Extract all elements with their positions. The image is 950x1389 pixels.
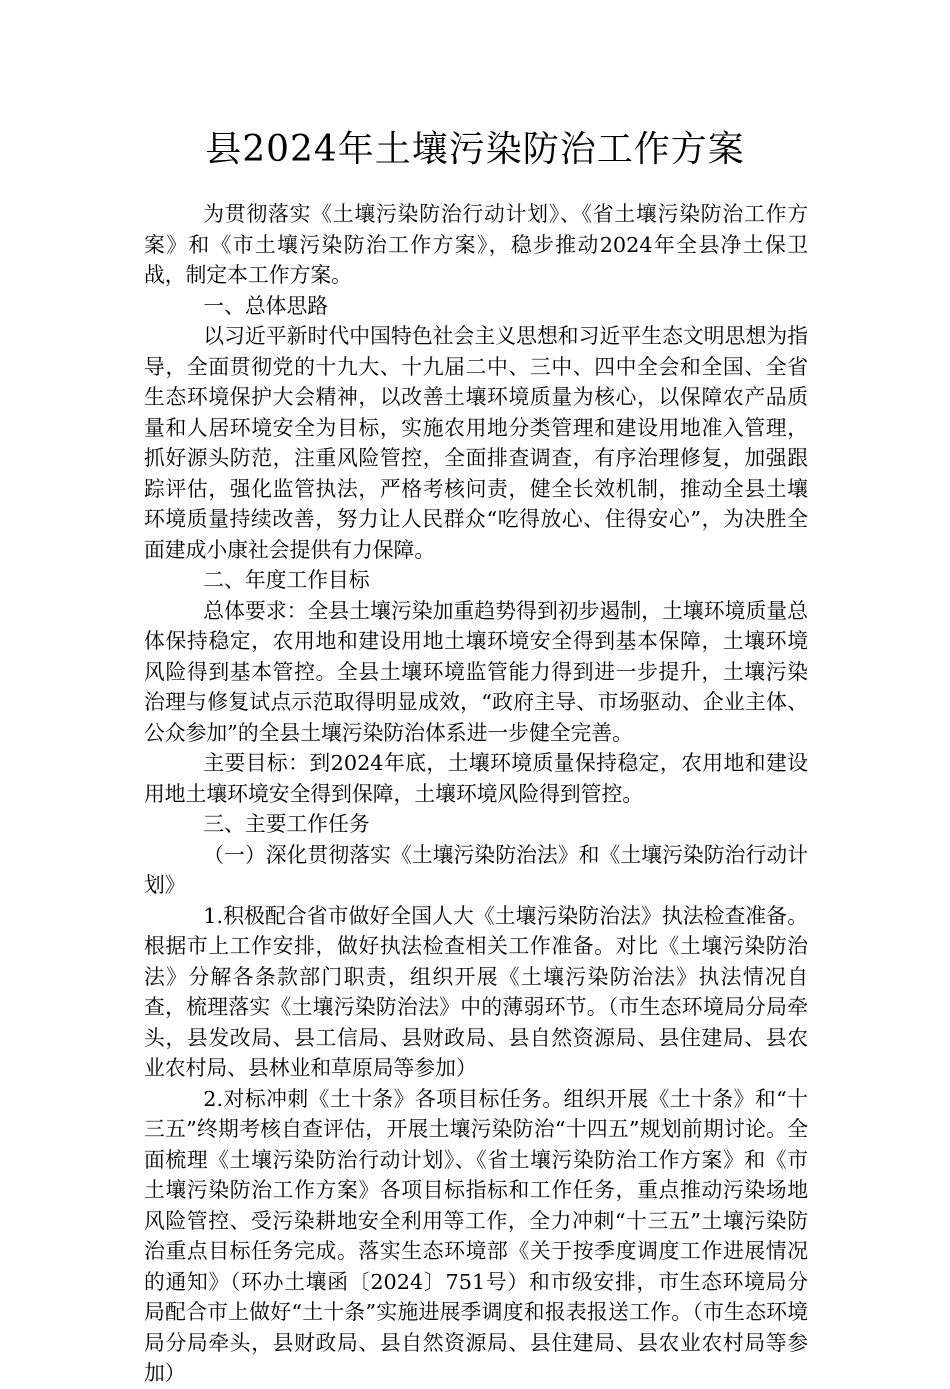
paragraph-general-requirements: 总体要求：全县土壤污染加重趋势得到初步遏制，土壤环境质量总体保持稳定，农用地和建设用地土壤环境安全得到基本保障，土壤环境风险得到基本管控。全县土壤环境监管能力得到进一步提升，土壤污染治理与修复试点示范取得明显成效，“政府主导、市场驱动、企业主体、公众参加”的全县土壤污染防治体系进一步健全完善。 xyxy=(144,598,808,745)
document-title: 县2024年土壤污染防治工作方案 xyxy=(205,129,745,170)
paragraph-task-2: 2.对标冲刺《土十条》各项目标任务。组织开展《土十条》和“十三五”终期考核自查评估，开展土壤污染防治“十四五”规划前期讨论。全面梳理《土壤污染防治行动计划》、《省土壤污染防治工作方案》和《市土壤污染防治工作方案》各项目标指标和工作任务，重点推动污染场地风险管控、受污染耕地安全利用等工作，全力冲刺“十三五”土壤污染防治重点目标任务完成。落实生态环境部《关于按季度调度工作进展情况的通知》（环办土壤函〔2024〕751号）和市级安排，市生态环境局分局配合市上做好“土十条”实施进展季调度和报表报送工作。（市生态环境局分局牵头，县财政局、县自然资源局、县住建局、县农业农村局等参加） xyxy=(144,1086,808,1385)
paragraph-intro: 为贯彻落实《土壤污染防治行动计划》、《省土壤污染防治工作方案》和《市土壤污染防治工作方案》，稳步推动2024年全县净土保卫战，制定本工作方案。 xyxy=(144,202,808,287)
section-heading-overall-approach: 一、总体思路 xyxy=(203,293,329,318)
paragraph-main-goals: 主要目标：到2024年底，土壤环境质量保持稳定，农用地和建设用地土壤环境安全得到保障，土壤环境风险得到管控。 xyxy=(144,751,808,806)
section-heading-annual-goals: 二、年度工作目标 xyxy=(203,568,370,592)
section-heading-main-tasks: 三、主要工作任务 xyxy=(203,812,370,836)
document-body xyxy=(144,199,808,1389)
paragraph-task-1: 1.积极配合省市做好全国人大《土壤污染防治法》执法检查准备。根据市上工作安排，做好执法检查相关工作准备。对比《土壤污染防治法》分解各条款部门职责，组织开展《土壤污染防治法》执法情况自查，梳理落实《土壤污染防治法》中的薄弱环节。（市生态环境局分局牵头，县发改局、县工信局、县财政局、县自然资源局、县住建局、县农业农村局、县林业和草原局等参加） xyxy=(144,903,808,1080)
subsection-heading-1: （一）深化贯彻落实《土壤污染防治法》和《土壤污染防治行动计划》 xyxy=(144,842,808,897)
paragraph-overall-approach: 以习近平新时代中国特色社会主义思想和习近平生态文明思想为指导，全面贯彻党的十九大、十九届二中、三中、四中全会和全国、全省生态环境保护大会精神，以改善土壤环境质量为核心，以保障农产品质量和人居环境安全为目标，实施农用地分类管理和建设用地准入管理，抓好源头防范，注重风险管控，全面排查调查，有序治理修复，加强跟踪评估，强化监管执法，严格考核问责，健全长效机制，推动全县土壤环境质量持续改善，努力让人民群众“吃得放心、住得安心”，为决胜全面建成小康社会提供有力保障。 xyxy=(144,324,808,562)
